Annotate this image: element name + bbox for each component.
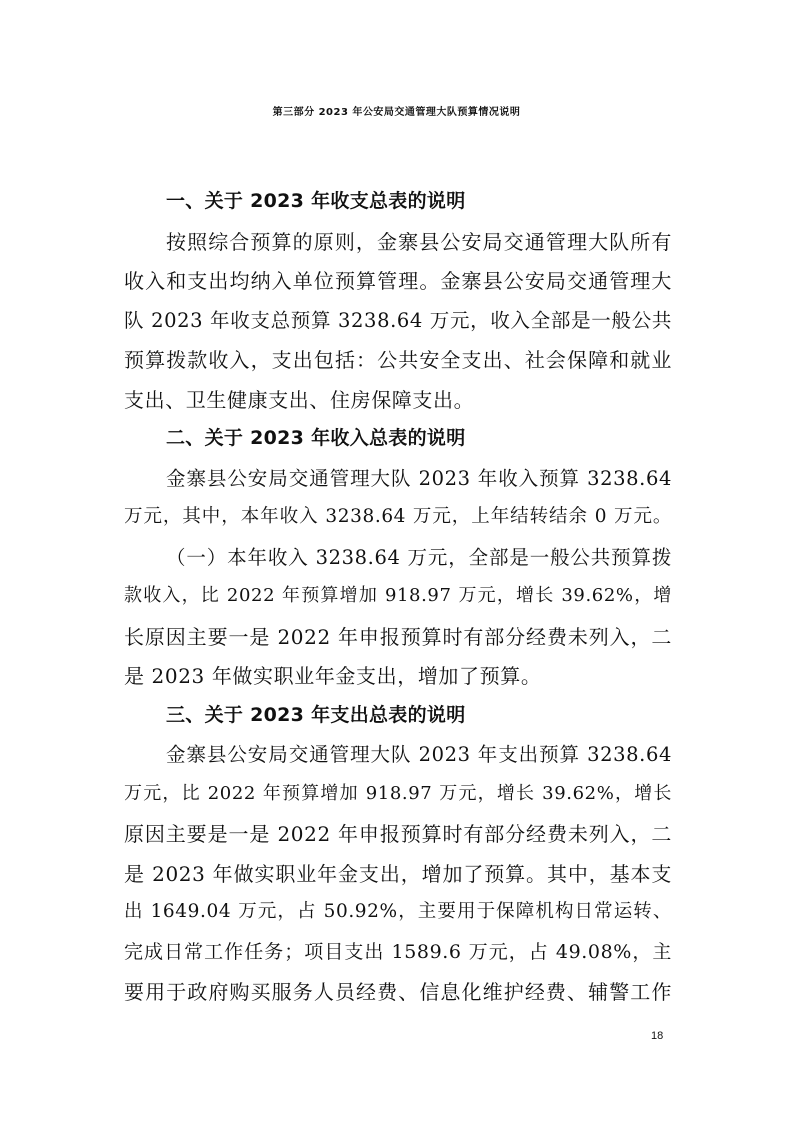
page-title: 第三部分 2023 年公安局交通管理大队预算情况说明	[272, 107, 521, 118]
paragraph-line: 预算拨款收入，支出包括：公共安全支出、社会保障和就业	[124, 348, 672, 372]
section-heading: 三、关于 2023 年支出总表的说明	[166, 704, 466, 726]
page-number: 18	[651, 1030, 664, 1042]
paragraph-line: 要用于政府购买服务人员经费、信息化维护经费、辅警工作	[124, 980, 672, 1004]
paragraph-line: 金寨县公安局交通管理大队 2023 年支出预算 3238.64	[166, 743, 672, 766]
paragraph-line: 是 2023 年做实职业年金支出，增加了预算。其中，基本支	[124, 862, 672, 886]
paragraph-line: 按照综合预算的原则，金寨县公安局交通管理大队所有	[166, 230, 672, 254]
paragraph-line: 原因主要是一是 2022 年申报预算时有部分经费未列入，二	[124, 822, 672, 846]
paragraph-line: 出 1649.04 万元，占 50.92%，主要用于保障机构日常运转、	[124, 901, 672, 922]
section-heading: 一、关于 2023 年收支总表的说明	[166, 190, 466, 212]
paragraph-line: 队 2023 年收支总预算 3238.64 万元，收入全部是一般公共	[124, 309, 672, 332]
paragraph-line: （一）本年收入 3238.64 万元，全部是一般公共预算拨	[166, 546, 672, 569]
paragraph-line: 万元，比 2022 年预算增加 918.97 万元，增长 39.62%，增长	[124, 783, 672, 804]
section-heading: 二、关于 2023 年收入总表的说明	[166, 427, 466, 449]
paragraph-line: 款收入，比 2022 年预算增加 918.97 万元，增长 39.62%，增	[124, 585, 672, 606]
paragraph-line: 支出、卫生健康支出、住房保障支出。	[124, 388, 475, 412]
paragraph-line: 金寨县公安局交通管理大队 2023 年收入预算 3238.64	[166, 467, 672, 490]
paragraph-line: 完成日常工作任务；项目支出 1589.6 万元，占 49.08%，主	[124, 941, 672, 963]
paragraph-line: 收入和支出均纳入单位预算管理。金寨县公安局交通管理大	[124, 269, 672, 293]
paragraph-line: 长原因主要一是 2022 年申报预算时有部分经费未列入，二	[124, 625, 672, 649]
paragraph-line: 是 2023 年做实职业年金支出，增加了预算。	[124, 664, 542, 688]
paragraph-line: 万元，其中，本年收入 3238.64 万元，上年结转结余 0 万元。	[124, 506, 672, 527]
